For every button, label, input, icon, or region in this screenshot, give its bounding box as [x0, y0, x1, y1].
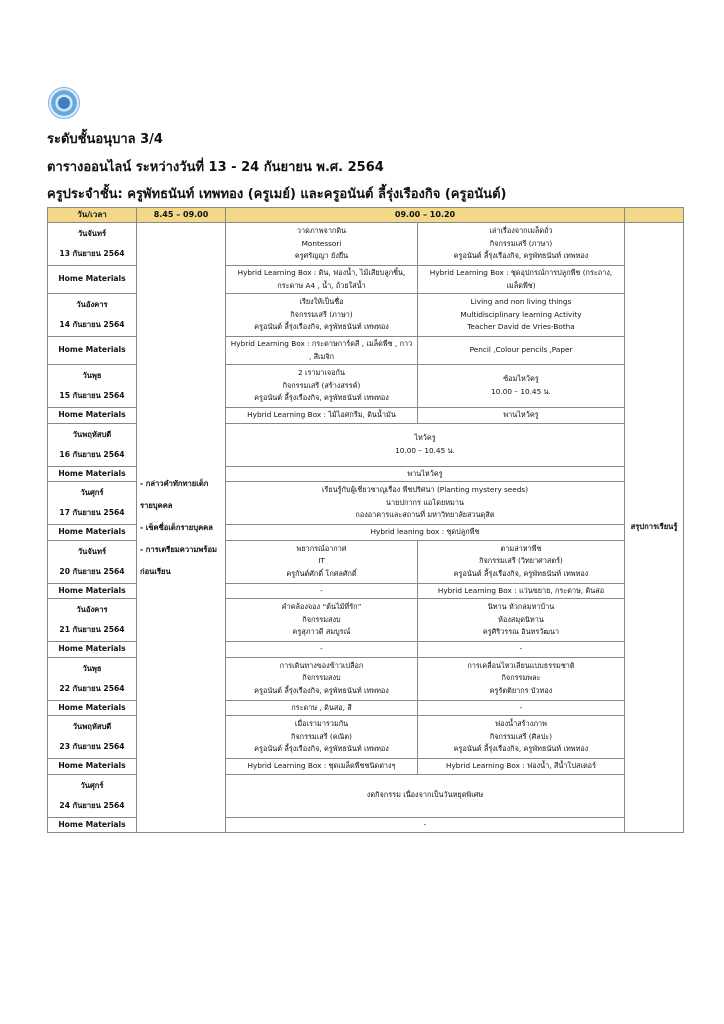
cell-line: -	[519, 644, 523, 653]
materials-cell-b	[418, 700, 625, 716]
cell-line: กระดาษ , ดินสอ, สี	[291, 702, 352, 712]
materials-cell-a	[226, 583, 418, 599]
cell-line: Hybrid Learning Box : ชุดเมล็ดพืชชนิดต่างๆ	[247, 761, 396, 770]
cell-line: 2 เรามาเจอกัน	[298, 368, 345, 378]
day-date: 13 กันยายน 2564	[59, 249, 125, 258]
class-level-heading: ระดับชั้นอนุบาล 3/4	[47, 132, 163, 147]
materials-cell-b	[418, 642, 625, 658]
day-date: 22 กันยายน 2564	[59, 683, 125, 693]
home-materials-label: Home Materials	[48, 700, 137, 716]
day-date: 21 กันยายน 2564	[59, 625, 125, 634]
cell-line: Multidisciplinary learning Activity	[460, 309, 582, 319]
cell-line: งดกิจกรรม เนื่องจากเป็นวันหยุดพิเศษ	[366, 790, 484, 800]
cell-line: กิจกรรมเสรี (สร้างสรรค์)	[282, 380, 361, 390]
activity-cell-b	[418, 657, 625, 700]
materials-cell-a	[226, 337, 418, 365]
activity-cell-b	[418, 294, 625, 337]
home-materials-label: Home Materials	[48, 408, 137, 424]
day-date: 14 กันยายน 2564	[59, 320, 125, 329]
cell-line: ห้องสมุดนิทาน	[498, 614, 544, 624]
day-cell	[48, 599, 137, 642]
morning-routine-line: ก่อนเรียน	[140, 566, 171, 576]
cell-line: Hybrid Learning Box : ดิน, ฟองน้ำ, ไม้เสียบลูกชิ้น,	[237, 268, 406, 277]
cell-line: พานไหว้ครู	[503, 410, 539, 419]
school-logo	[48, 87, 80, 119]
materials-cell-b	[418, 408, 625, 424]
cell-line: ครูศิริวรรณ อินทรวัฒนา	[482, 627, 560, 637]
schedule-table	[47, 207, 684, 833]
day-cell	[48, 423, 137, 466]
cell-line: เล่าเรื่องจากเมล็ดถั่ว	[489, 226, 553, 236]
teachers-heading: ครูประจำชั้น: ครูพัทธนันท์ เทพทอง (ครูเมย์) และครูอนันต์ ลี้รุ่งเรืองกิจ (ครูอนันต์)	[47, 187, 507, 202]
cell-line: ครูอนันต์ ลี้รุ่งเรืองกิจ, ครูพัทธนันท์ เทพทอง	[254, 393, 389, 403]
cell-line: Montessori	[301, 238, 342, 248]
day-name: วันจันทร์	[77, 229, 107, 238]
cell-line: ครูอนันต์ ลี้รุ่งเรืองกิจ, ครูพัทธนันท์ เทพทอง	[453, 568, 589, 578]
cell-line: กิจกรรมเสรี (วิทยาศาสตร์)	[479, 556, 563, 566]
activity-cell-b	[418, 540, 625, 583]
materials-cell-a	[226, 759, 418, 775]
cell-line: เรียนรู้กับผู้เชี่ยวชาญเรื่อง พืชปริศนา (Planting mystery seeds)	[321, 485, 529, 495]
cell-line: การเดินทางของข้าวเปลือก	[279, 660, 364, 670]
cell-line: 10.00 – 10.45 น.	[395, 445, 455, 455]
table-header-row	[48, 208, 684, 223]
materials-cell-a	[226, 408, 418, 424]
activity-cell-a	[226, 294, 418, 337]
day-cell	[48, 657, 137, 700]
cell-line: -	[519, 702, 523, 712]
activity-cell-a	[226, 599, 418, 642]
morning-routine-line: รายบุคคล	[140, 500, 173, 510]
cell-line: กระดาษ A4 , น้ำ, ถ้วยใส่น้ำ	[277, 280, 366, 290]
table-row-day	[48, 223, 684, 266]
materials-cell-a	[226, 700, 418, 716]
morning-routine-line: - การเตรียมความพร้อม	[140, 544, 218, 554]
cell-line: กิจกรรมสงบ	[302, 673, 341, 683]
cell-line: -	[320, 585, 323, 595]
day-name: วันอังคาร	[76, 300, 108, 309]
day-date: 15 กันยายน 2564	[59, 391, 125, 400]
day-name: วันอังคาร	[76, 605, 108, 614]
schedule-heading: ตารางออนไลน์ ระหว่างวันที่ 13 - 24 กันยายน พ.ศ. 2564	[47, 160, 384, 175]
home-materials-label: Home Materials	[48, 583, 137, 599]
activity-cell-full	[226, 423, 625, 466]
cell-line: 10.00 – 10.45 น.	[491, 387, 551, 396]
day-name: วันจันทร์	[77, 546, 107, 556]
cell-line: พานไหว้ครู	[407, 468, 443, 478]
cell-line: พยากรณ์อากาศ	[296, 543, 347, 553]
activity-cell-a	[226, 716, 418, 759]
materials-cell-b	[418, 759, 625, 775]
cell-line: กองอาคารและสถานที่ มหาวิทยาลัยสวนดุสิต	[355, 510, 495, 520]
day-cell	[48, 294, 137, 337]
cell-line: นายปกากร แอโดยหมาน	[386, 497, 464, 507]
cell-line: เรียงให้เป็นชื่อ	[299, 297, 344, 307]
cell-line: Living and non living things	[470, 297, 572, 307]
activity-cell-full	[226, 482, 625, 525]
day-name: วันพุธ	[82, 663, 102, 673]
cell-line: Teacher David de Vries-Botha	[467, 322, 575, 332]
cell-line: กิจกรรมสงบ	[302, 614, 341, 624]
materials-cell-full	[226, 817, 625, 833]
activity-cell-b	[418, 716, 625, 759]
materials-cell-full	[226, 525, 625, 541]
cell-line: ครูอนันต์ ลี้รุ่งเรืองกิจ, ครูพัทธนันท์ เทพทอง	[254, 744, 389, 754]
header-time-2: 09.00 – 10.20	[226, 208, 625, 223]
cell-line: กิจกรรมเสรี (ภาษา)	[290, 309, 353, 319]
cell-line: ครูรัตติยากร บัวทอง	[489, 685, 553, 695]
morning-routine-cell	[137, 223, 226, 833]
cell-line: การเคลื่อนไหวเลียนแบบธรรมชาติ	[467, 660, 575, 670]
materials-cell-b	[418, 583, 625, 599]
cell-line: วาดภาพจากดิน	[296, 226, 347, 236]
cell-line: Hybrid Learning Box : ฟองน้ำ, สีน้ำโปสเตอร์	[446, 761, 596, 770]
cell-line: กิจกรรมเสรี (ศิลปะ)	[489, 731, 553, 741]
activity-cell-a	[226, 657, 418, 700]
day-name: วันศุกร์	[80, 780, 104, 790]
activity-cell-b	[418, 599, 625, 642]
cell-line: Hybrid leaning box : ชุดปลูกพืช	[370, 527, 480, 536]
activity-cell-b	[418, 365, 625, 408]
cell-line: กิจกรรมเสรี (ภาษา)	[489, 238, 553, 248]
cell-line: ตามล่าหาพืช	[500, 543, 542, 553]
home-materials-label: Home Materials	[48, 642, 137, 658]
day-name: วันพฤหัสบดี	[72, 429, 112, 439]
cell-line: นิทาน หัวกลมหาบ้าน	[487, 602, 555, 612]
morning-routine-line: - เช็คชื่อเด็กรายบุคคล	[140, 522, 213, 532]
cell-line: Hybrid Learning Box : ชุดอุปกรณ์การปลูกพืช (กระถาง,	[429, 268, 613, 277]
home-materials-label: Home Materials	[48, 266, 137, 294]
day-cell	[48, 716, 137, 759]
summary-cell: สรุปการเรียนรู้	[625, 223, 684, 833]
activity-cell-a	[226, 540, 418, 583]
home-materials-label: Home Materials	[48, 466, 137, 482]
header-time-1: 8.45 – 09.00	[137, 208, 226, 223]
activity-cell-full	[226, 774, 625, 817]
cell-line: ซ้อมไหว้ครู	[503, 374, 539, 384]
day-date: 23 กันยายน 2564	[59, 742, 125, 751]
cell-line: Hybrid Learning Box : ไม้ไอศกรีม, ดินน้ำมัน	[247, 410, 396, 419]
cell-line: ฟองน้ำสร้างภาพ	[495, 719, 547, 729]
cell-line: IT	[318, 556, 325, 566]
cell-line: กิจกรรมเสรี (คณิต)	[290, 731, 353, 741]
day-name: วันศุกร์	[80, 488, 104, 497]
day-name: วันพุธ	[82, 371, 102, 380]
materials-cell-a	[226, 642, 418, 658]
cell-line: ครูศรัญญา ยังยืน	[294, 251, 349, 261]
header-day-time: วัน/เวลา	[48, 208, 137, 223]
cell-line: ครูสุภาวดี สมบูรณ์	[292, 627, 351, 637]
cell-line: ไหว้ครู	[414, 432, 436, 442]
activity-cell-a	[226, 223, 418, 266]
home-materials-label: Home Materials	[48, 337, 137, 365]
day-cell	[48, 540, 137, 583]
home-materials-label: Home Materials	[48, 759, 137, 775]
materials-cell-a	[226, 266, 418, 294]
activity-cell-a	[226, 365, 418, 408]
home-materials-label: Home Materials	[48, 525, 137, 541]
materials-cell-b	[418, 266, 625, 294]
day-date: 17 กันยายน 2564	[59, 508, 125, 517]
cell-line: -	[320, 644, 323, 653]
day-date: 24 กันยายน 2564	[59, 800, 125, 810]
morning-routine-line: - กล่าวคำทักทายเด็ก	[140, 478, 209, 488]
activity-cell-b	[418, 223, 625, 266]
cell-line: ครูอนันต์ ลี้รุ่งเรืองกิจ, ครูพัทธนันท์ เทพทอง	[254, 685, 389, 695]
day-cell	[48, 774, 137, 817]
header-blank	[625, 208, 684, 223]
home-materials-label: Home Materials	[48, 817, 137, 833]
cell-line: , สีเมจิก	[308, 351, 335, 361]
cell-line: ครูอนันต์ ลี้รุ่งเรืองกิจ, ครูพัทธนันท์ เทพทอง	[453, 744, 589, 754]
cell-line: Hybrid Learning Box : กระดาษการ์ดสี , เมล็ดพืช , กาว	[230, 339, 413, 348]
cell-line: กิจกรรมพละ	[501, 673, 541, 683]
materials-cell-b	[418, 337, 625, 365]
cell-line: -	[423, 819, 427, 829]
day-cell	[48, 223, 137, 266]
day-name: วันพฤหัสบดี	[72, 722, 112, 731]
day-cell	[48, 365, 137, 408]
day-date: 16 กันยายน 2564	[59, 449, 125, 459]
day-date: 20 กันยายน 2564	[59, 566, 125, 576]
day-cell	[48, 482, 137, 525]
cell-line: คำคล้องจอง “ต้นไม้ที่รัก”	[281, 602, 362, 612]
cell-line: Hybrid Learning Box : แว่นขยาย, กระดาษ, ดินสอ	[437, 585, 605, 595]
cell-line: เมล็ดพืช)	[506, 280, 536, 290]
cell-line: ครูอนันต์ ลี้รุ่งเรืองกิจ, ครูพัทธนันท์ เทพทอง	[254, 322, 389, 332]
cell-line: Pencil ,Colour pencils ,Paper	[469, 345, 573, 355]
cell-line: ครูอนันต์ ลี้รุ่งเรืองกิจ, ครูพัทธนันท์ เทพทอง	[453, 251, 589, 261]
cell-line: เมื่อเรามารวมกัน	[294, 719, 349, 729]
cell-line: ครูกันต์ศักดิ์ โกศลศักดิ์	[286, 568, 357, 578]
materials-cell-full	[226, 466, 625, 482]
